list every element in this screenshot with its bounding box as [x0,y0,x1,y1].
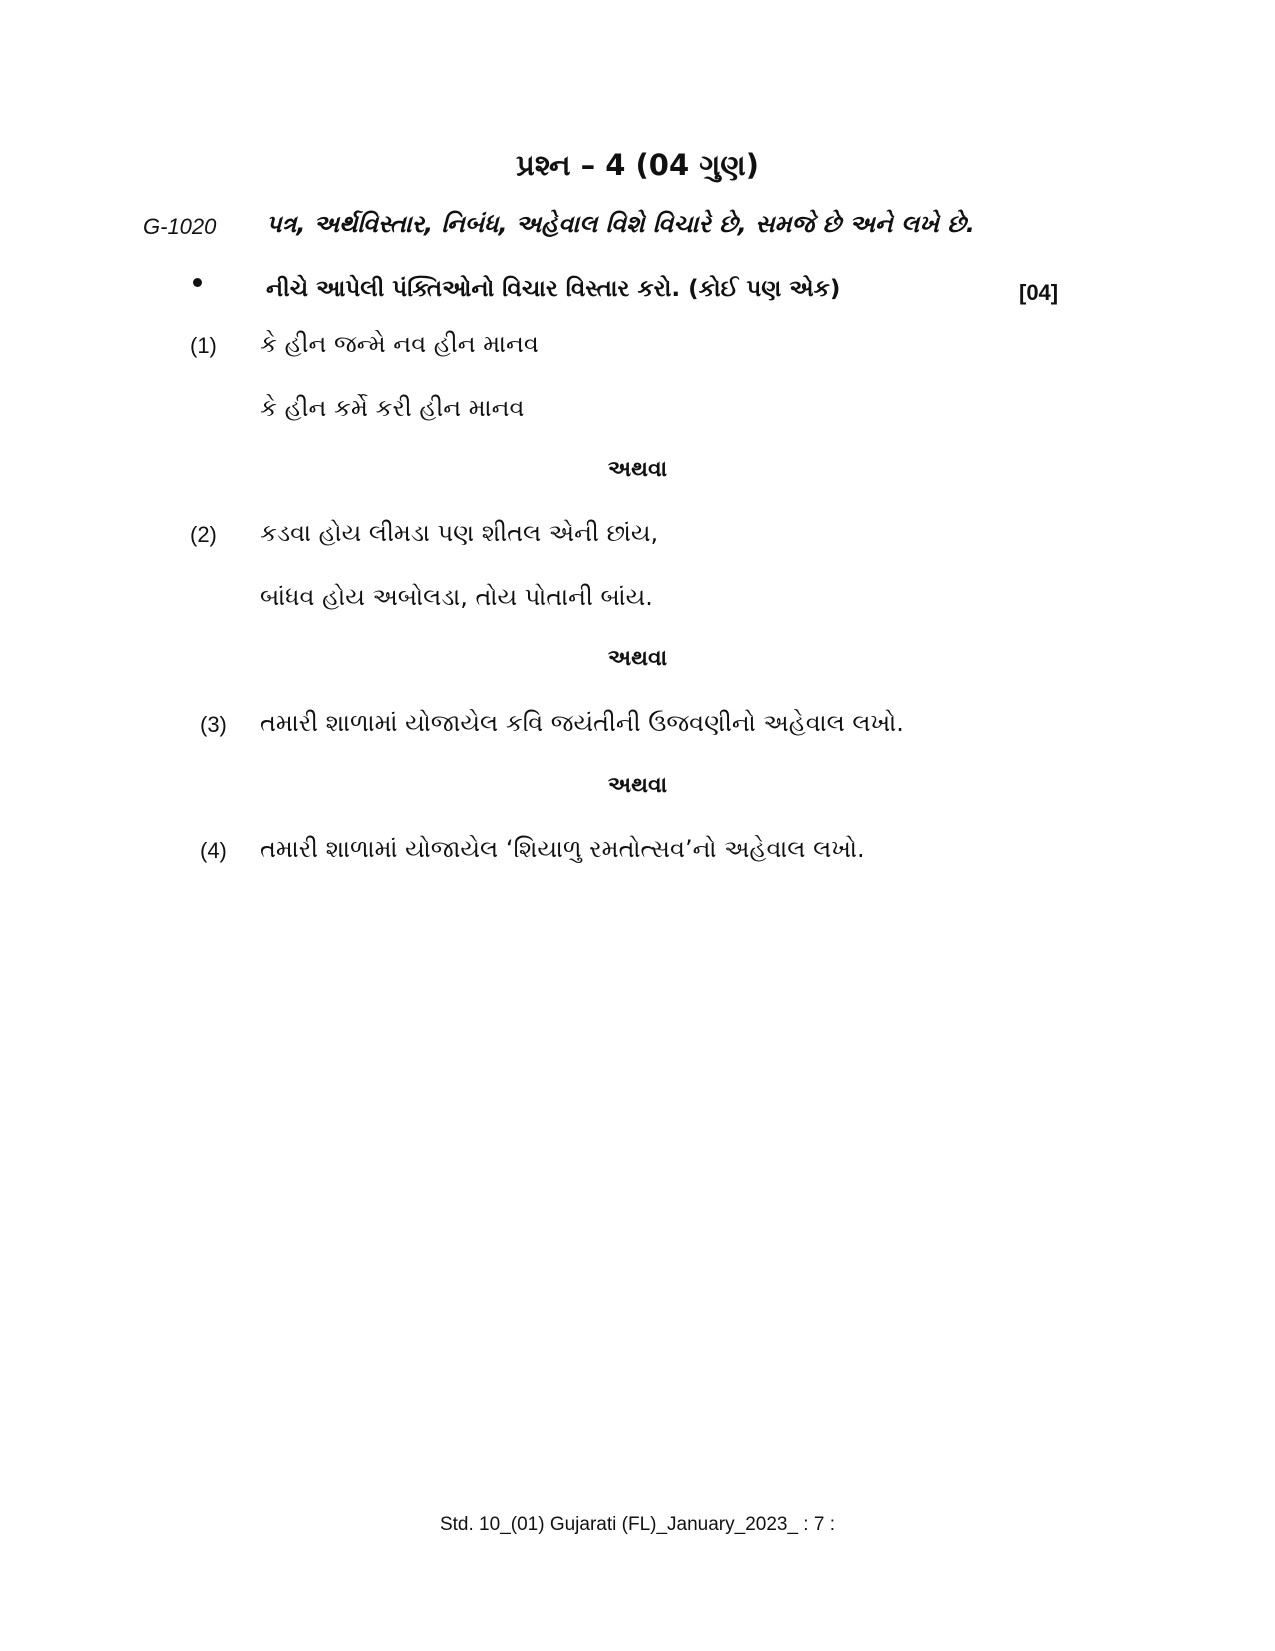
item-line: તમારી શાળામાં યોજાયેલ કવિ જયંતીની ઉજવણીનો અહેવાલ લખો. [260,709,904,737]
item-number: (4) [200,838,227,863]
item-line: તમારી શાળામાં યોજાયેલ ‘શિયાળુ રમતોત્સવ’નો અહેવાલ લખો. [260,835,865,863]
item-line: કડવા હોય લીમડા પણ શીતલ એની છાંય, [260,519,659,547]
separator-or: અથવા [607,646,668,671]
marks-label: [04] [1019,280,1059,305]
item-line: કે હીન જન્મે નવ હીન માનવ [260,330,539,358]
bullet-icon [193,278,202,287]
item-number: (3) [200,712,227,737]
item-number: (2) [190,522,217,547]
question-heading: પ્રશ્ન – 4 (04 ગુણ) [516,148,759,182]
item-line: બાંધવ હોય અબોલડા, તોય પોતાની બાંય. [260,583,653,611]
item-line: કે હીન કર્મે કરી હીન માનવ [260,394,525,422]
separator-or: અથવા [607,457,668,482]
instruction-text: નીચે આપેલી પંક્તિઓનો વિચાર વિસ્તાર કરો. (કોઈ પણ એક) [266,276,841,302]
separator-or: અથવા [607,773,668,798]
objective-text: પત્ર, અર્થવિસ્તાર, નિબંધ, અહેવાલ વિશે વિચારે છે, સમજે છે અને લખે છે. [266,210,975,238]
item-number: (1) [190,333,217,358]
page-footer: Std. 10_(01) Gujarati (FL)_January_2023_ : 7 : [439,1514,835,1535]
objective-code: G-1020 [143,214,217,239]
